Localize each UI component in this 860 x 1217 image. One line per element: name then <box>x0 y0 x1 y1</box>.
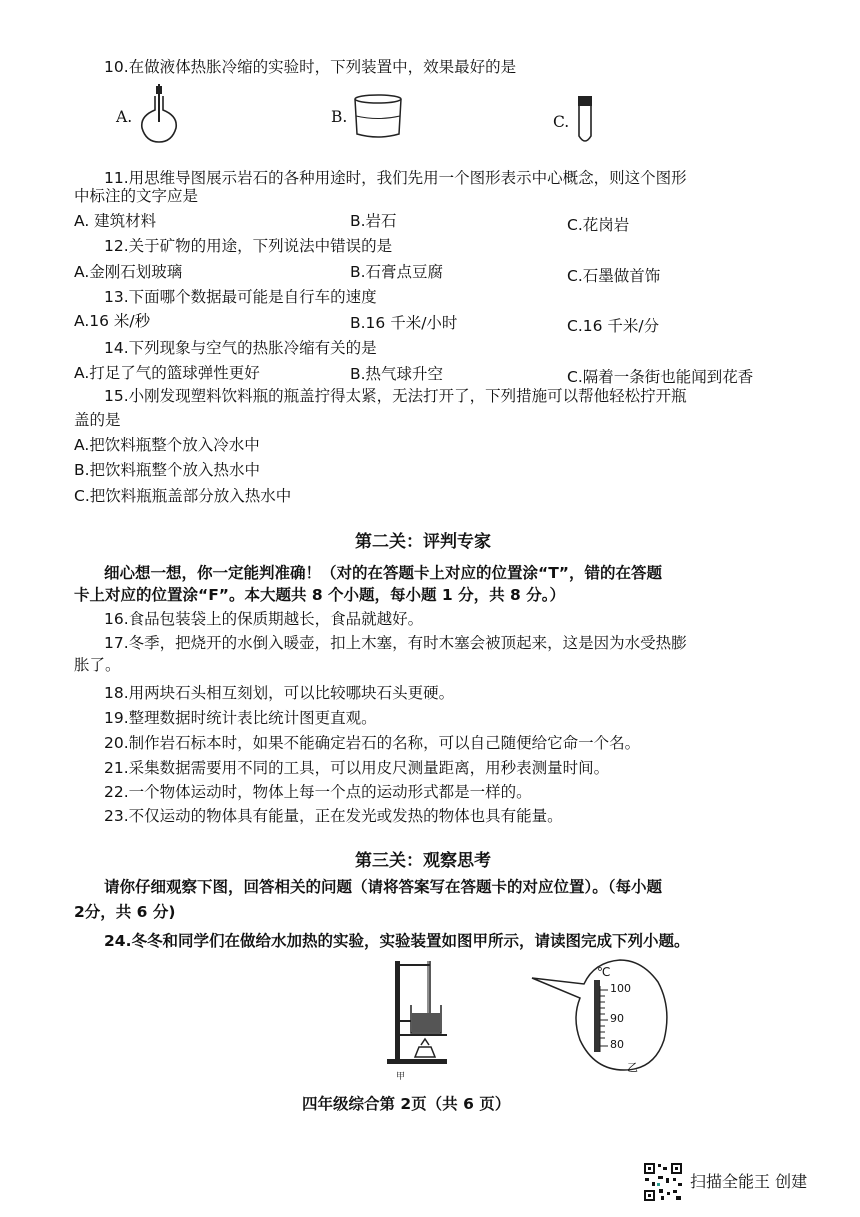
q15-option-b: B.把饮料瓶整个放入热水中 <box>74 461 261 479</box>
q13-stem: 13.下面哪个数据最可能是自行车的速度 <box>104 288 377 306</box>
beaker-icon <box>352 94 404 142</box>
test-tube-icon <box>575 94 595 146</box>
q13-option-c: C.16 千米/分 <box>567 317 660 335</box>
q15-stem-line2: 盖的是 <box>74 411 121 429</box>
q19: 19.整理数据时统计表比统计图更直观。 <box>104 709 377 727</box>
section3-intro-line2: 2分，共 6 分) <box>74 903 176 921</box>
q13-option-b: B.16 千米/小时 <box>350 314 458 332</box>
section2-intro-line1: 细心想一想，你一定能判准确！（对的在答题卡上对应的位置涂“T”，错的在答题 <box>104 564 662 582</box>
q10-option-b: B. <box>331 108 348 126</box>
q11-option-b: B.岩石 <box>350 212 397 230</box>
q14-option-a: A.打足了气的篮球弹性更好 <box>74 364 260 382</box>
page-footer: 四年级综合第 2页（共 6 页） <box>302 1095 511 1113</box>
thermometer-tick-100: 100 <box>610 982 631 995</box>
thermometer-tick-80: 80 <box>610 1038 624 1051</box>
figure-jia-label: 甲 <box>396 1072 406 1082</box>
q20: 20.制作岩石标本时，如果不能确定岩石的名称，可以自己随便给它命一个名。 <box>104 734 641 752</box>
q11-stem-line1: 11.用思维导图展示岩石的各种用途时，我们先用一个图形表示中心概念，则这个图形 <box>104 169 687 187</box>
flask-with-tube-icon <box>138 84 188 146</box>
q17-line2: 胀了。 <box>74 656 121 674</box>
q11-option-c: C.花岗岩 <box>567 216 630 234</box>
thermometer-tick-90: 90 <box>610 1012 624 1025</box>
thermometer-unit: ℃ <box>597 965 611 979</box>
qr-code-icon <box>643 1162 683 1202</box>
section3-title: 第三关：观察思考 <box>355 851 491 871</box>
q11-stem-line2: 中标注的文字应是 <box>74 187 199 205</box>
q12-stem: 12.关于矿物的用途，下列说法中错误的是 <box>104 237 393 255</box>
q10-option-c: C. <box>553 113 570 131</box>
section3-intro-line1: 请你仔细观察下图，回答相关的问题（请将答案写在答题卡的对应位置）。（每小题 <box>104 878 663 896</box>
q24: 24.冬冬和同学们在做给水加热的实验，实验装置如图甲所示，请读图完成下列小题。 <box>104 932 690 950</box>
q10-stem: 10.在做液体热胀冷缩的实验时，下列装置中，效果最好的是 <box>104 58 517 76</box>
q12-option-b: B.石膏点豆腐 <box>350 263 444 281</box>
q15-option-c: C.把饮料瓶瓶盖部分放入热水中 <box>74 487 292 505</box>
watermark-text: 扫描全能王 创建 <box>690 1172 808 1191</box>
figure-yi-label: 乙 <box>627 1061 638 1074</box>
q11-option-a: A. 建筑材料 <box>74 212 157 230</box>
q16: 16.食品包装袋上的保质期越长，食品就越好。 <box>104 610 424 628</box>
q14-stem: 14.下列现象与空气的热胀冷缩有关的是 <box>104 339 377 357</box>
section2-intro-line2: 卡上对应的位置涂“F”。本大题共 8 个小题，每小题 1 分，共 8 分。） <box>74 586 565 604</box>
q15-stem-line1: 15.小刚发现塑料饮料瓶的瓶盖拧得太紧，无法打开了，下列措施可以帮他轻松拧开瓶 <box>104 387 687 405</box>
heating-apparatus-diagram <box>385 955 465 1075</box>
q14-option-c: C.隔着一条街也能闻到花香 <box>567 368 754 386</box>
q14-option-b: B.热气球升空 <box>350 365 444 383</box>
q22: 22.一个物体运动时，物体上每一个点的运动形式都是一样的。 <box>104 783 532 801</box>
q17-line1: 17.冬季，把烧开的水倒入暖壶，扣上木塞，有时木塞会被顶起来，这是因为水受热膨 <box>104 634 687 652</box>
q12-option-a: A.金刚石划玻璃 <box>74 263 183 281</box>
q10-option-a: A. <box>116 108 133 126</box>
q23: 23.不仅运动的物体具有能量，正在发光或发热的物体也具有能量。 <box>104 807 563 825</box>
section2-title: 第二关：评判专家 <box>355 532 491 552</box>
q15-option-a: A.把饮料瓶整个放入冷水中 <box>74 436 260 454</box>
q21: 21.采集数据需要用不同的工具，可以用皮尺测量距离，用秒表测量时间。 <box>104 759 610 777</box>
q13-option-a: A.16 米/秒 <box>74 312 151 330</box>
q12-option-c: C.石墨做首饰 <box>567 267 661 285</box>
q18: 18.用两块石头相互刻划，可以比较哪块石头更硬。 <box>104 684 455 702</box>
